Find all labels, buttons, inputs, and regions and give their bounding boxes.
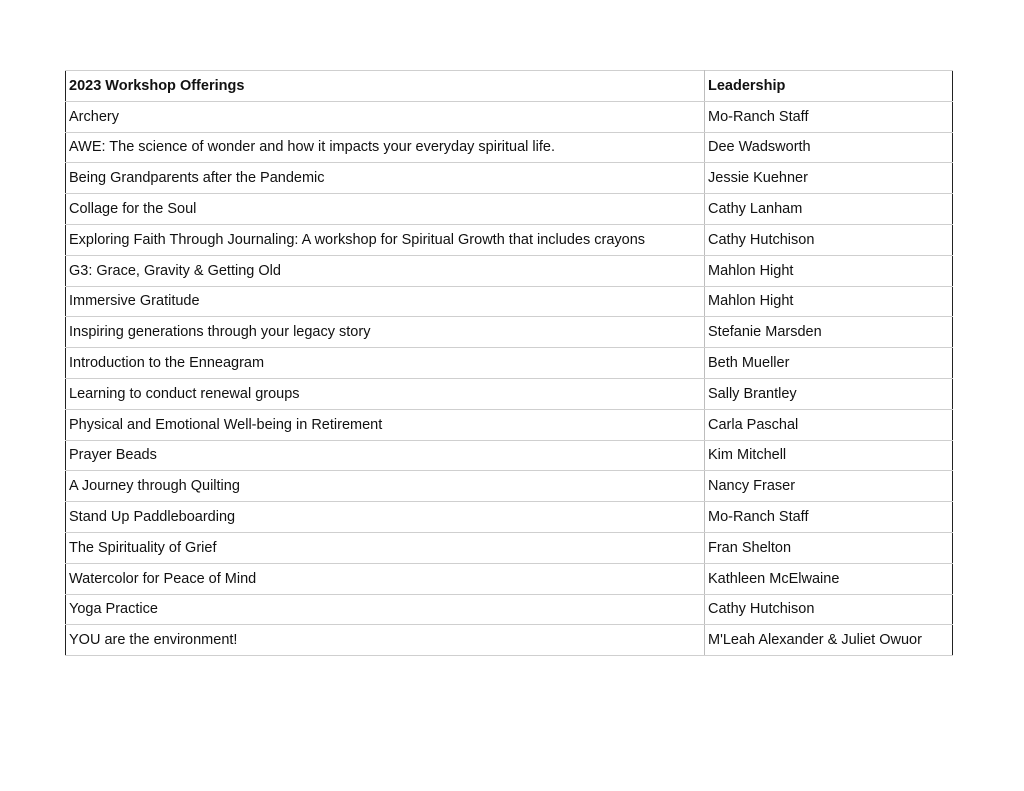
leader-name-cell: Dee Wadsworth	[705, 132, 953, 163]
leader-name-cell: Mahlon Hight	[705, 255, 953, 286]
workshop-title-cell: Physical and Emotional Well-being in Retirement	[66, 409, 705, 440]
workshop-title-cell: G3: Grace, Gravity & Getting Old	[66, 255, 705, 286]
table-row	[66, 163, 953, 194]
leader-name-cell: Cathy Lanham	[705, 194, 953, 225]
table-row	[66, 224, 953, 255]
leader-name-cell: Fran Shelton	[705, 532, 953, 563]
table-row	[66, 502, 953, 533]
leader-name-cell: Stefanie Marsden	[705, 317, 953, 348]
workshop-title-cell: A Journey through Quilting	[66, 471, 705, 502]
table-row	[66, 532, 953, 563]
table-row	[66, 594, 953, 625]
workshop-title-cell: YOU are the environment!	[66, 625, 705, 656]
table-row	[66, 194, 953, 225]
table-header-row	[66, 71, 953, 102]
table-row	[66, 563, 953, 594]
leader-name-cell: Carla Paschal	[705, 409, 953, 440]
table-row	[66, 255, 953, 286]
leader-name-cell: Kathleen McElwaine	[705, 563, 953, 594]
workshop-title-cell: Immersive Gratitude	[66, 286, 705, 317]
leader-name-cell: Cathy Hutchison	[705, 594, 953, 625]
table-row	[66, 378, 953, 409]
table-row	[66, 471, 953, 502]
leader-name-cell: Cathy Hutchison	[705, 224, 953, 255]
leader-name-cell: Jessie Kuehner	[705, 163, 953, 194]
header-workshop-offerings: 2023 Workshop Offerings	[66, 71, 705, 102]
workshop-title-cell: AWE: The science of wonder and how it impacts your everyday spiritual life.	[66, 132, 705, 163]
table-row	[66, 409, 953, 440]
leader-name-cell: Mo-Ranch Staff	[705, 101, 953, 132]
table-row	[66, 286, 953, 317]
table-row	[66, 625, 953, 656]
workshop-title-cell: Introduction to the Enneagram	[66, 348, 705, 379]
leader-name-cell: Kim Mitchell	[705, 440, 953, 471]
table-row	[66, 101, 953, 132]
leader-name-cell: M'Leah Alexander & Juliet Owuor	[705, 625, 953, 656]
workshop-title-cell: Exploring Faith Through Journaling: A workshop for Spiritual Growth that includes crayons	[66, 224, 705, 255]
table-row	[66, 348, 953, 379]
workshop-title-cell: Prayer Beads	[66, 440, 705, 471]
workshop-table	[65, 70, 953, 656]
workshop-title-cell: Being Grandparents after the Pandemic	[66, 163, 705, 194]
workshop-title-cell: Watercolor for Peace of Mind	[66, 563, 705, 594]
workshop-title-cell: Archery	[66, 101, 705, 132]
leader-name-cell: Beth Mueller	[705, 348, 953, 379]
table-row	[66, 317, 953, 348]
workshop-title-cell: Collage for the Soul	[66, 194, 705, 225]
header-leadership: Leadership	[705, 71, 953, 102]
leader-name-cell: Nancy Fraser	[705, 471, 953, 502]
workshop-title-cell: Inspiring generations through your legacy story	[66, 317, 705, 348]
leader-name-cell: Mahlon Hight	[705, 286, 953, 317]
table-row	[66, 132, 953, 163]
leader-name-cell: Mo-Ranch Staff	[705, 502, 953, 533]
workshop-title-cell: Learning to conduct renewal groups	[66, 378, 705, 409]
workshop-title-cell: Yoga Practice	[66, 594, 705, 625]
table-row	[66, 440, 953, 471]
workshop-title-cell: The Spirituality of Grief	[66, 532, 705, 563]
leader-name-cell: Sally Brantley	[705, 378, 953, 409]
workshop-title-cell: Stand Up Paddleboarding	[66, 502, 705, 533]
